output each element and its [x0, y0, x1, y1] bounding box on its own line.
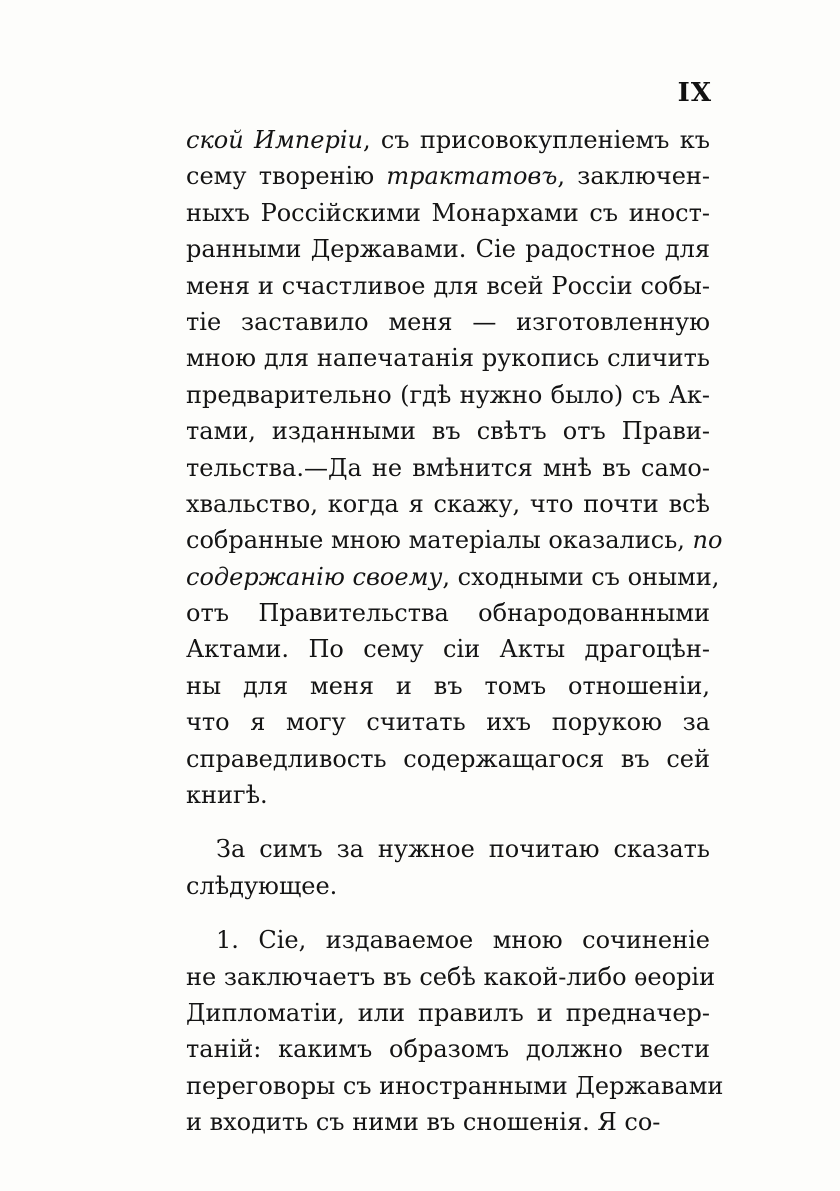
text-segment: ны для меня и въ томъ отношеніи,	[186, 671, 710, 700]
text-line	[186, 559, 720, 595]
text-line	[186, 304, 710, 340]
italic-text: ской Имперіи	[186, 126, 363, 154]
text-line	[186, 486, 710, 522]
text-segment: хвальство, когда я скажу, что почти всѣ	[186, 489, 710, 518]
text-segment: что я могу считать ихъ порукою за	[186, 708, 710, 737]
paragraph	[186, 922, 724, 1140]
text-line	[186, 777, 710, 813]
paragraph	[186, 831, 710, 904]
text-segment: ранными Державами. Сіе радостное для	[186, 235, 710, 264]
text-line	[186, 668, 710, 704]
text-segment: переговоры съ иностранными Державами	[186, 1071, 724, 1100]
text-segment: мною для напечатанія рукопись сличить	[186, 344, 710, 373]
text-line	[186, 231, 710, 267]
text-segment: меня и счастливое для всей Россіи собы-	[186, 271, 710, 300]
page-number: IX	[677, 78, 712, 108]
body-text	[186, 122, 724, 1141]
paragraph	[186, 122, 723, 813]
text-line	[186, 1031, 710, 1067]
text-line	[186, 959, 716, 995]
text-line	[186, 922, 710, 958]
italic-text: по	[692, 526, 723, 555]
text-line	[186, 595, 710, 631]
text-line	[186, 340, 710, 376]
text-line	[186, 522, 723, 558]
italic-text: трактатовъ	[386, 162, 558, 191]
text-line	[186, 158, 710, 194]
text-line	[186, 831, 710, 867]
text-line	[186, 631, 710, 667]
paragraph-gap	[186, 904, 710, 922]
italic-text: содержанію своему	[186, 562, 443, 591]
text-line	[186, 377, 710, 413]
text-segment: За симъ за нужное почитаю сказать	[216, 835, 710, 864]
text-segment: тельства.—Да не вмѣнится мнѣ въ само-	[186, 453, 710, 482]
text-segment: и входить съ ними въ сношенія. Я со-	[186, 1108, 661, 1137]
text-segment: не заключаетъ въ себѣ какой-либо ѳеоріи	[186, 962, 716, 991]
text-segment: , сходными съ оными,	[442, 562, 720, 591]
text-line	[186, 450, 710, 486]
text-segment: отъ Правительства обнародованными	[186, 599, 710, 628]
text-line	[186, 122, 710, 158]
text-segment: собранные мною матеріалы оказались,	[186, 526, 693, 555]
text-segment: 1. Сіе, издаваемое мною сочиненіе	[216, 926, 710, 955]
text-segment: справедливость содержащагося въ сей	[186, 744, 710, 773]
text-segment: ныхъ Россійскими Монархами съ иност-	[186, 198, 710, 227]
text-segment: таній: какимъ образомъ должно вести	[186, 1035, 710, 1064]
text-segment: сему творенію	[186, 162, 387, 191]
text-segment: Актами. По сему сіи Акты драгоцѣн-	[186, 635, 710, 664]
text-segment: слѣдующее.	[186, 871, 338, 900]
text-segment: тіе заставило меня — изготовленную	[186, 307, 710, 336]
text-line	[186, 195, 710, 231]
text-line	[186, 868, 710, 904]
text-line	[186, 704, 710, 740]
text-line	[186, 413, 710, 449]
text-segment: предварительно (гдѣ нужно было) съ Ак-	[186, 380, 710, 409]
text-segment: Дипломатіи, или правилъ и предначер-	[186, 998, 710, 1027]
text-segment: тами, изданными въ свѣтъ отъ Прави-	[186, 417, 710, 446]
text-line	[186, 268, 710, 304]
text-line	[186, 1068, 724, 1104]
text-line	[186, 995, 710, 1031]
text-line	[186, 741, 710, 777]
paragraph-gap	[186, 813, 710, 831]
text-line	[186, 1104, 710, 1140]
text-segment: книгѣ.	[186, 781, 268, 810]
text-segment: , заключен-	[557, 162, 710, 191]
text-segment: , съ присовокупленіемъ къ	[362, 126, 710, 154]
